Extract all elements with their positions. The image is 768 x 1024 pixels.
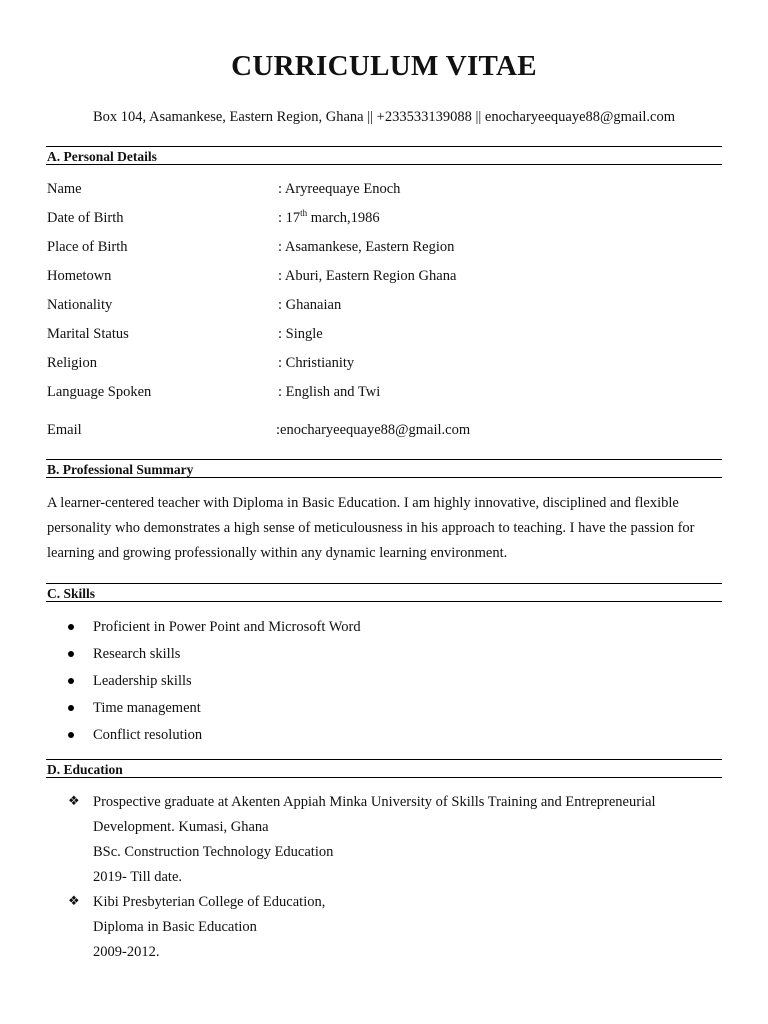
detail-row-name: [47, 179, 727, 199]
skill-item: Research skills: [93, 646, 181, 662]
diamond-bullet-icon: ❖: [68, 894, 80, 909]
dob-rest: march,1986: [307, 210, 380, 226]
bullet-dot-icon: [68, 705, 74, 711]
detail-row-marital-status: [47, 324, 727, 344]
detail-label: Date of Birth: [47, 210, 124, 226]
section-skills: C. Skills: [46, 583, 722, 602]
bullet-dot-icon: [68, 732, 74, 738]
detail-row-email: [47, 420, 727, 440]
detail-row-religion: [47, 353, 727, 373]
detail-value: : Single: [278, 326, 323, 342]
detail-value: : Ghanaian: [278, 297, 342, 313]
detail-value: [278, 208, 380, 228]
section-personal-details: A. Personal Details: [46, 146, 722, 165]
dob-suffix: th: [300, 208, 308, 219]
education-line: 2019- Till date.: [93, 869, 183, 885]
bullet-dot-icon: [68, 651, 74, 657]
section-education: D. Education: [46, 759, 722, 778]
education-line: Development. Kumasi, Ghana: [93, 819, 269, 835]
skill-item: Conflict resolution: [93, 727, 203, 743]
education-line: 2009-2012.: [93, 944, 160, 960]
detail-value: :enocharyeequaye88@gmail.com: [276, 422, 471, 438]
contact-line: Box 104, Asamankese, Eastern Region, Ghana || +233533139088 || enocharyeequaye88@gmail.com: [93, 109, 675, 125]
detail-label: Marital Status: [47, 326, 129, 342]
skill-item: Proficient in Power Point and Microsoft Word: [93, 619, 361, 635]
diamond-bullet-icon: ❖: [68, 794, 80, 809]
detail-value: : Christianity: [278, 355, 355, 371]
detail-value: : Asamankese, Eastern Region: [278, 239, 455, 255]
page-title: CURRICULUM VITAE: [231, 50, 537, 82]
detail-label: Nationality: [47, 297, 113, 313]
detail-row-nationality: [47, 295, 727, 315]
detail-row-hometown: [47, 266, 727, 286]
education-line: Kibi Presbyterian College of Education,: [93, 894, 326, 910]
detail-row-place-of-birth: [47, 237, 727, 257]
detail-value: : Aryreequaye Enoch: [278, 181, 401, 197]
education-line: Prospective graduate at Akenten Appiah Minka University of Skills Training and Entrepreneurial: [93, 794, 656, 810]
detail-value: : English and Twi: [278, 384, 381, 400]
detail-label: Religion: [47, 355, 97, 371]
detail-row-dob: [47, 208, 727, 228]
detail-label: Place of Birth: [47, 239, 128, 255]
bullet-dot-icon: [68, 678, 74, 684]
detail-label: Language Spoken: [47, 384, 152, 400]
detail-label: Name: [47, 181, 82, 197]
detail-label: Hometown: [47, 268, 112, 284]
detail-row-language: [47, 382, 727, 402]
skill-item: Leadership skills: [93, 673, 192, 689]
skill-item: Time management: [93, 700, 201, 716]
bullet-dot-icon: [68, 624, 74, 630]
dob-day: : 17: [278, 210, 301, 226]
section-professional-summary: B. Professional Summary: [46, 459, 722, 478]
detail-value: : Aburi, Eastern Region Ghana: [278, 268, 457, 284]
summary-paragraph: A learner-centered teacher with Diploma in Basic Education. I am highly innovative, disciplined and flexible personality who demonstrates a high sense of meticulousness in his approach to teaching. I have the passion for learning and growing professionally within any dynamic learning environment.: [47, 495, 695, 561]
detail-label: Email: [47, 422, 82, 438]
education-line: Diploma in Basic Education: [93, 919, 257, 935]
education-line: BSc. Construction Technology Education: [93, 844, 334, 860]
